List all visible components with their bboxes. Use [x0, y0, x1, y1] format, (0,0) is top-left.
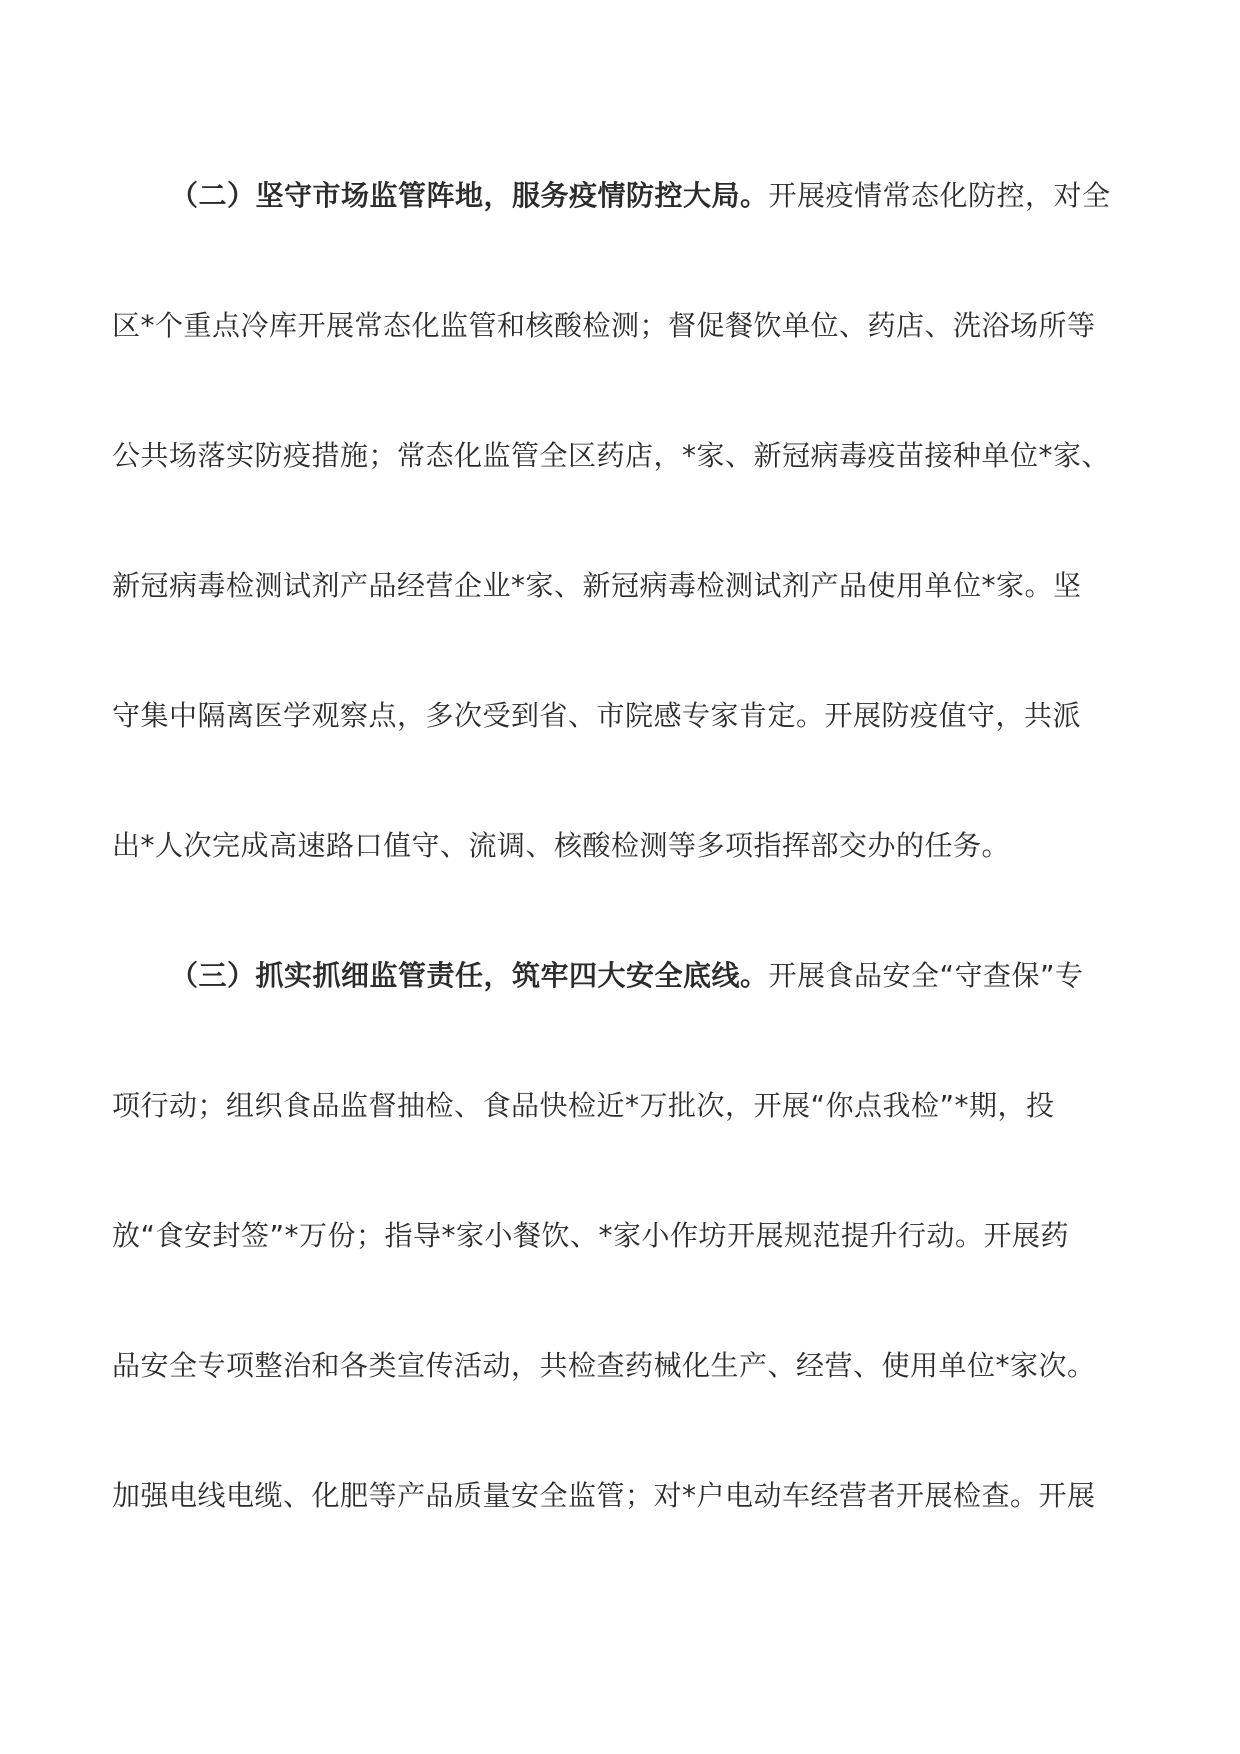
section-3-line-5: 加强电线电缆、化肥等产品质量安全监管；对*户电动车经营者开展检查。开展: [112, 1479, 1096, 1512]
section-3-line-4: 品安全专项整治和各类宣传活动，共检查药械化生产、经营、使用单位*家次。: [112, 1349, 1096, 1382]
section-2-line-3: 公共场落实防疫措施；常态化监管全区药店，*家、新冠病毒疫苗接种单位*家、: [112, 439, 1111, 472]
section-2-heading: （二）坚守市场监管阵地，服务疫情防控大局。: [170, 179, 769, 212]
section-2-line-6: 出*人次完成高速路口值守、流调、核酸检测等多项指挥部交办的任务。: [112, 829, 1011, 862]
section-2-line-4: 新冠病毒检测试剂产品经营企业*家、新冠病毒检测试剂产品使用单位*家。坚: [112, 569, 1082, 602]
section-3-line-3: 放“食安封签”*万份；指导*家小餐饮、*家小作坊开展规范提升行动。开展药: [112, 1219, 1070, 1252]
section-3-heading: （三）抓实抓细监管责任，筑牢四大安全底线。: [170, 959, 769, 992]
section-3-first-line: [170, 956, 1142, 996]
section-3-line-1-text: 开展食品安全“守查保”专: [768, 959, 1084, 992]
section-2-line-5: 守集中隔离医学观察点，多次受到省、市院感专家肯定。开展防疫值守，共派: [112, 699, 1082, 732]
section-2-line-2: 区*个重点冷库开展常态化监管和核酸检测；督促餐饮单位、药店、洗浴场所等: [112, 309, 1096, 342]
section-3-line-2: 项行动；组织食品监督抽检、食品快检近*万批次，开展“你点我检”*期，投: [112, 1089, 1055, 1122]
section-2-line-1-text: 开展疫情常态化防控，对全: [768, 179, 1111, 212]
section-2-first-line: [170, 176, 1142, 216]
